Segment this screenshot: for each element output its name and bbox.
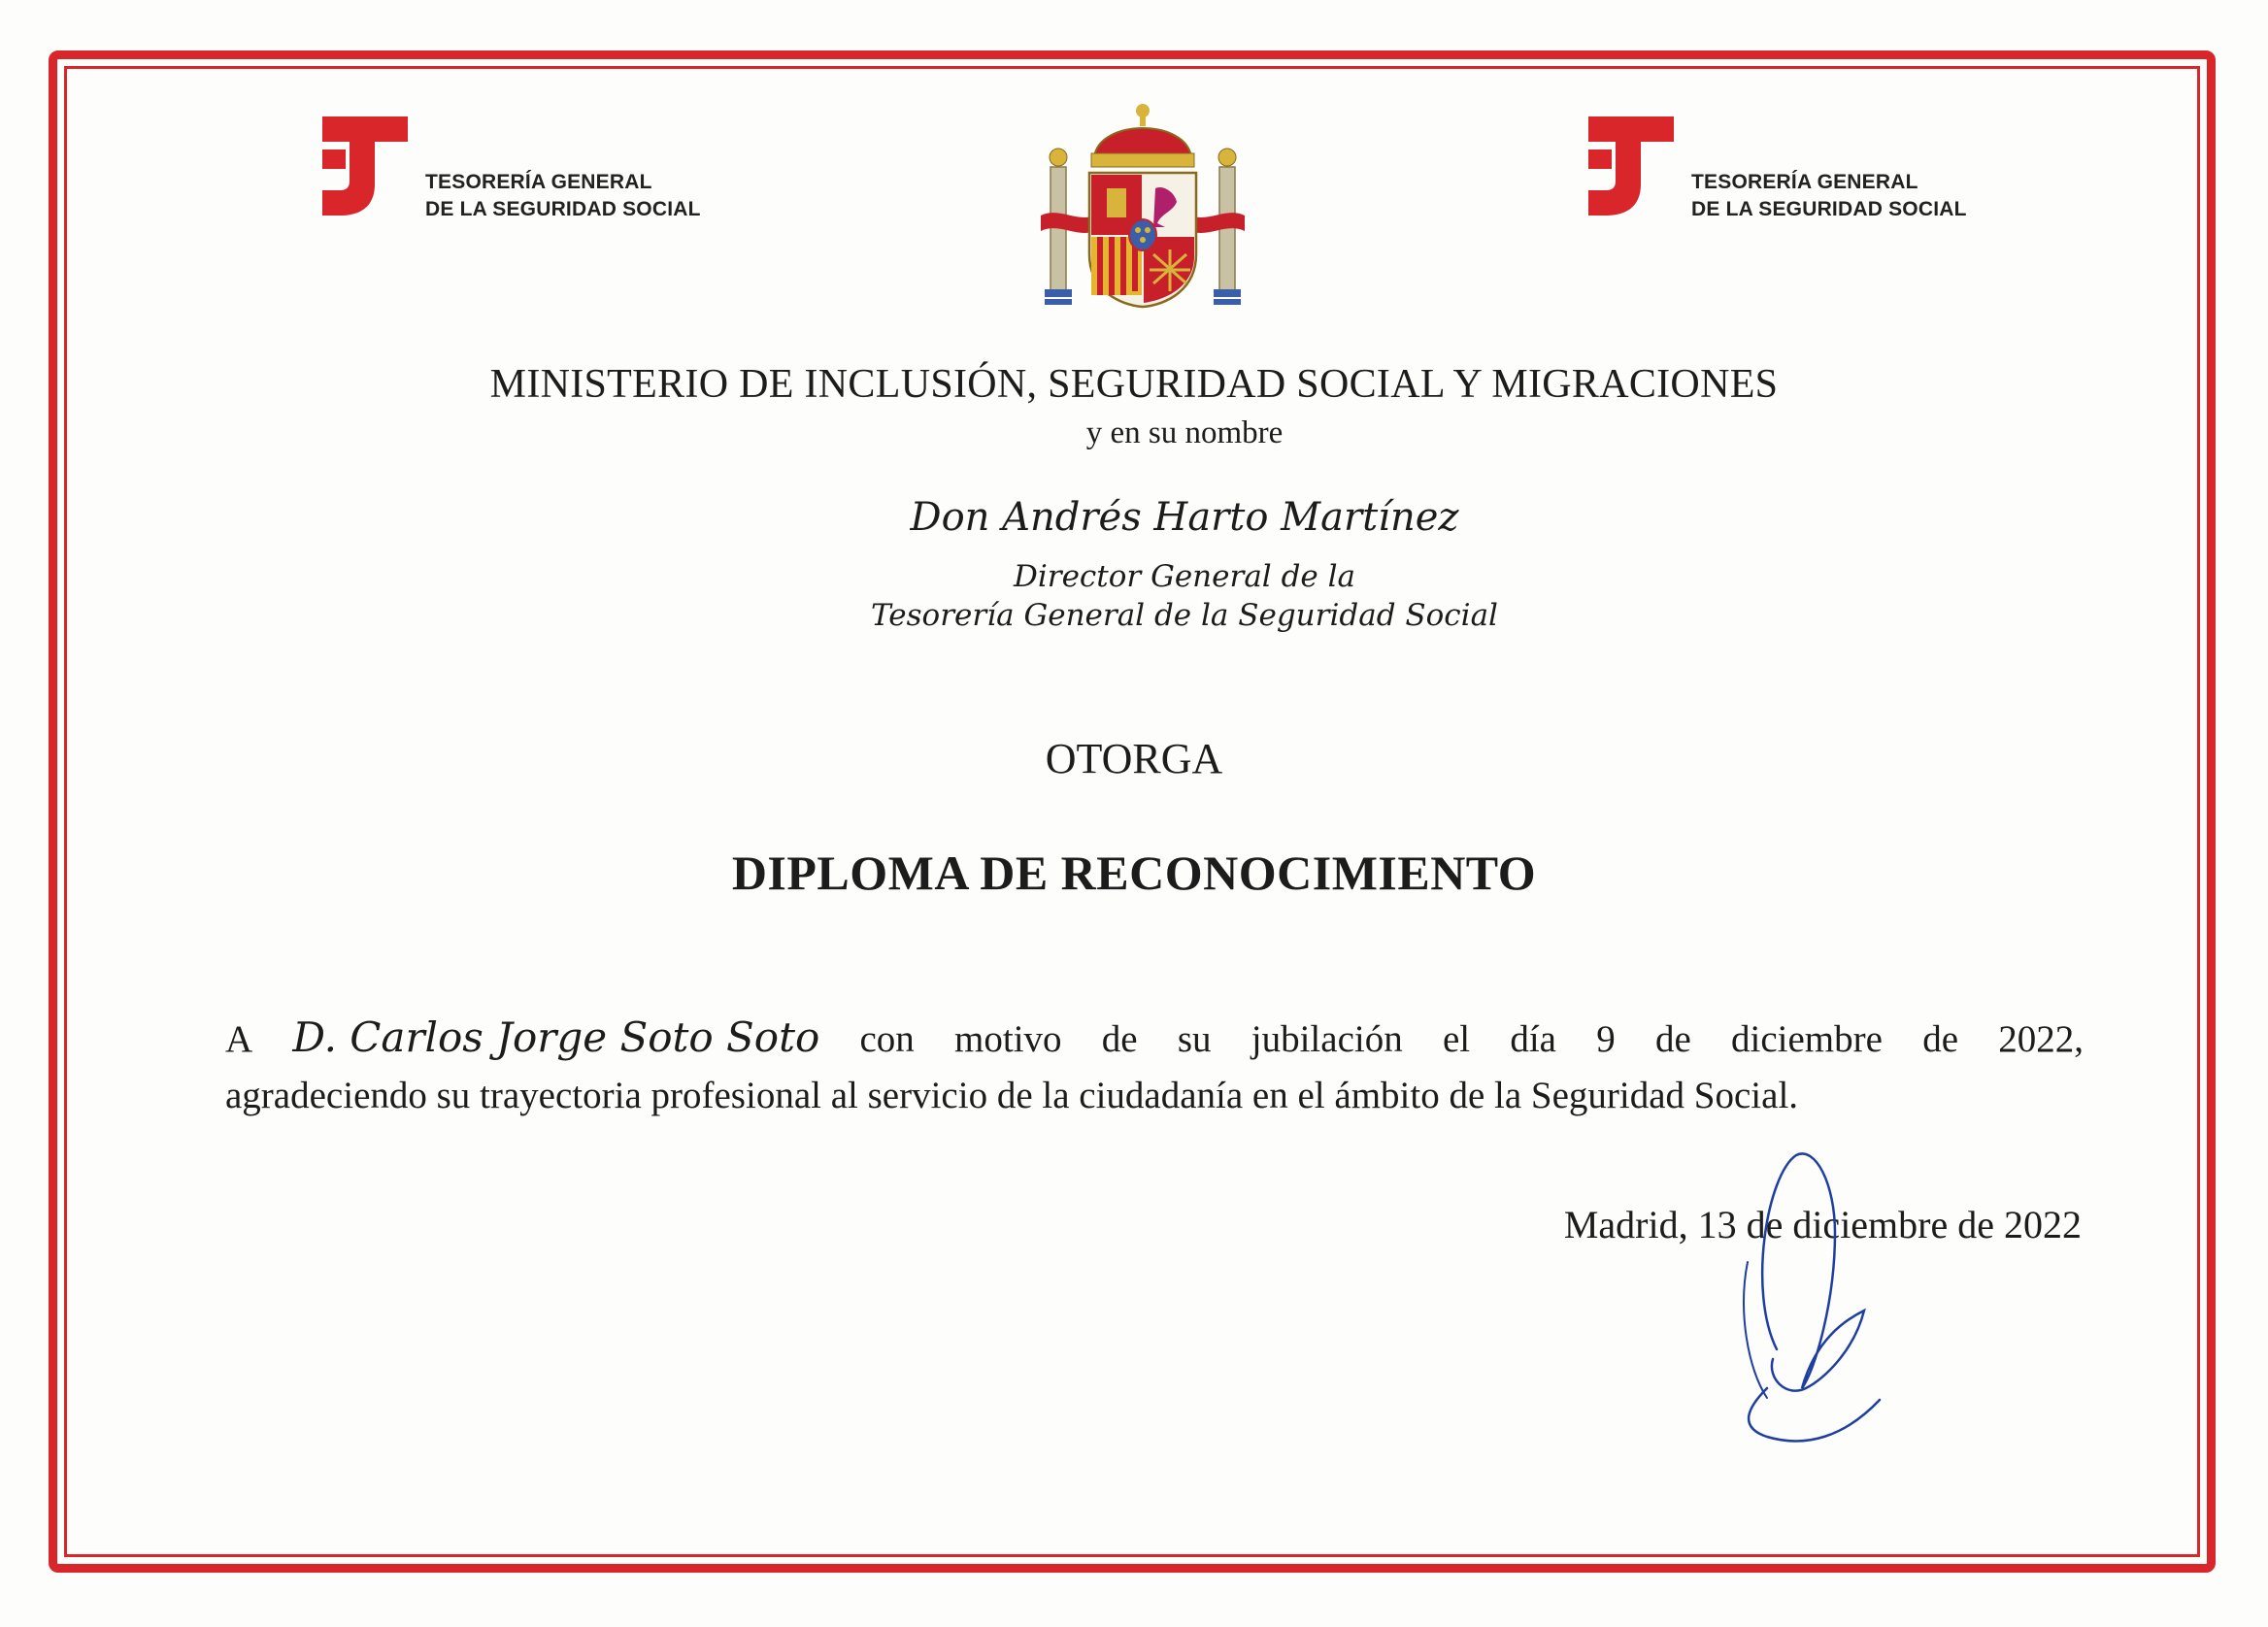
handwritten-signature-icon xyxy=(1709,1146,1893,1456)
body-word: de xyxy=(1922,1018,1958,1060)
body-word: diciembre xyxy=(1731,1018,1883,1060)
logo-line2: DE LA SEGURIDAD SOCIAL xyxy=(425,198,701,220)
signatory-role-line2: Tesorería General de la Seguridad Social xyxy=(871,598,1498,633)
body-word: día xyxy=(1510,1018,1556,1060)
recipient-name: D. Carlos Jorge Soto Soto xyxy=(292,1013,820,1061)
logo-line1: TESORERÍA GENERAL xyxy=(1691,171,1918,193)
diploma-title: DIPLOMA DE RECONOCIMIENTO xyxy=(731,846,1537,900)
award-body xyxy=(225,1010,2084,1124)
body-word: su xyxy=(1177,1018,1212,1060)
place-and-date: Madrid, 13 de diciembre de 2022 xyxy=(1563,1203,2082,1246)
body-word: jubilación xyxy=(1251,1018,1403,1060)
body-word: con xyxy=(859,1018,915,1060)
spain-coat-of-arms-icon xyxy=(1041,99,1245,315)
grant-verb: OTORGA xyxy=(1045,735,1223,782)
body-word: de xyxy=(1101,1018,1138,1060)
ministry-heading: MINISTERIO DE INCLUSIÓN, SEGURIDAD SOCIAL Y MIGRACIONES xyxy=(489,362,1779,407)
tgss-logo-right xyxy=(1584,113,1967,223)
tgss-logo-text xyxy=(425,169,701,223)
logo-line2: DE LA SEGURIDAD SOCIAL xyxy=(1691,198,1967,220)
signatory-name: Don Andrés Harto Martínez xyxy=(910,495,1459,540)
body-prefix: A xyxy=(225,1018,253,1060)
on-behalf-text: y en su nombre xyxy=(1085,415,1284,450)
body-word: motivo xyxy=(954,1018,1062,1060)
logo-line1: TESORERÍA GENERAL xyxy=(425,171,652,193)
tgss-logo-text xyxy=(1691,169,1967,223)
body-word: el xyxy=(1442,1018,1471,1060)
body-word: de xyxy=(1654,1018,1691,1060)
signatory-role-line1: Director General de la xyxy=(1013,559,1356,594)
body-word: 2022, xyxy=(1998,1018,2084,1060)
tgss-logo-mark-icon xyxy=(318,113,412,219)
award-body-line1 xyxy=(225,1010,2084,1068)
body-word: 9 xyxy=(1596,1018,1616,1060)
tgss-logo-left xyxy=(318,113,701,223)
award-body-line2: agradeciendo su trayectoria profesional al servicio de la ciudadanía en el ámbito de la Seguridad Social. xyxy=(225,1075,1799,1116)
tgss-logo-mark-icon xyxy=(1584,113,1678,219)
